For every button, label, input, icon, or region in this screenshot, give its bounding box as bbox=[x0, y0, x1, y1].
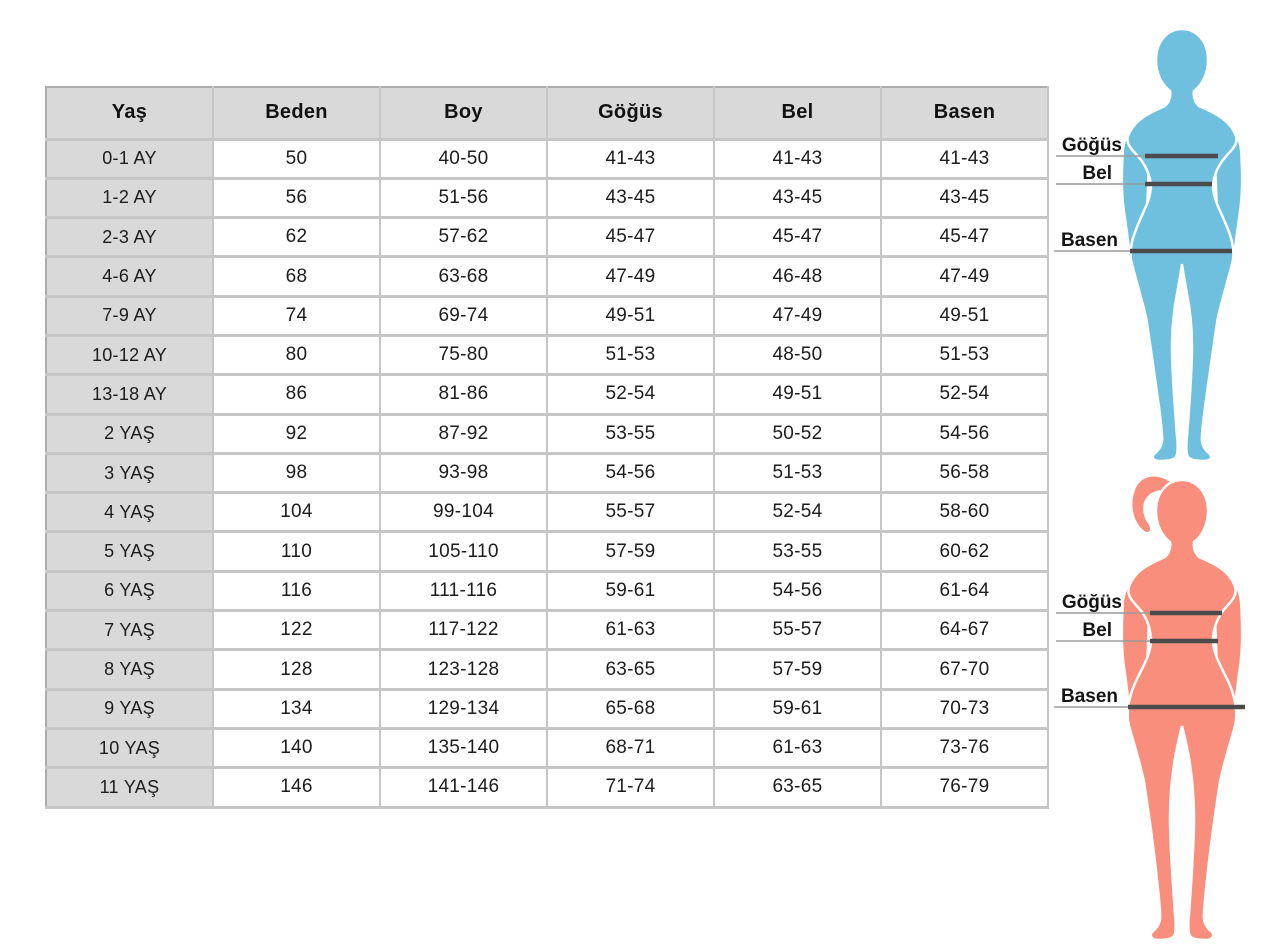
value-cell: 49-51 bbox=[547, 296, 714, 335]
value-cell: 61-63 bbox=[547, 611, 714, 650]
size-table bbox=[45, 86, 1049, 809]
value-cell: 54-56 bbox=[881, 414, 1048, 453]
value-cell: 59-61 bbox=[714, 689, 881, 728]
value-cell: 47-49 bbox=[714, 296, 881, 335]
value-cell: 61-64 bbox=[881, 571, 1048, 610]
age-cell: 13-18 AY bbox=[46, 375, 213, 414]
value-cell: 54-56 bbox=[714, 571, 881, 610]
body-silhouette bbox=[1128, 480, 1237, 940]
age-cell: 7 YAŞ bbox=[46, 611, 213, 650]
value-cell: 68-71 bbox=[547, 728, 714, 767]
chest-label: Göğüs bbox=[1061, 592, 1122, 613]
value-cell: 56 bbox=[213, 178, 380, 217]
age-cell: 4 YAŞ bbox=[46, 493, 213, 532]
table-row bbox=[46, 493, 1048, 532]
table-row bbox=[46, 414, 1048, 453]
age-cell: 0-1 AY bbox=[46, 139, 213, 178]
value-cell: 52-54 bbox=[547, 375, 714, 414]
value-cell: 86 bbox=[213, 375, 380, 414]
value-cell: 135-140 bbox=[380, 728, 547, 767]
value-cell: 40-50 bbox=[380, 139, 547, 178]
hips-label: Basen bbox=[1060, 230, 1118, 251]
value-cell: 81-86 bbox=[380, 375, 547, 414]
value-cell: 41-43 bbox=[547, 139, 714, 178]
table-header-row bbox=[46, 87, 1048, 139]
value-cell: 55-57 bbox=[714, 611, 881, 650]
value-cell: 51-56 bbox=[380, 178, 547, 217]
value-cell: 98 bbox=[213, 453, 380, 492]
value-cell: 75-80 bbox=[380, 335, 547, 374]
table-row bbox=[46, 611, 1048, 650]
table-row bbox=[46, 768, 1048, 807]
value-cell: 62 bbox=[213, 218, 380, 257]
value-cell: 45-47 bbox=[547, 218, 714, 257]
age-cell: 5 YAŞ bbox=[46, 532, 213, 571]
column-header: Bel bbox=[714, 87, 881, 139]
value-cell: 99-104 bbox=[380, 493, 547, 532]
value-cell: 51-53 bbox=[547, 335, 714, 374]
value-cell: 60-62 bbox=[881, 532, 1048, 571]
table-row bbox=[46, 257, 1048, 296]
value-cell: 63-68 bbox=[380, 257, 547, 296]
age-cell: 11 YAŞ bbox=[46, 768, 213, 807]
age-cell: 10 YAŞ bbox=[46, 728, 213, 767]
value-cell: 105-110 bbox=[380, 532, 547, 571]
value-cell: 61-63 bbox=[714, 728, 881, 767]
value-cell: 65-68 bbox=[547, 689, 714, 728]
column-header: Boy bbox=[380, 87, 547, 139]
value-cell: 80 bbox=[213, 335, 380, 374]
value-cell: 48-50 bbox=[714, 335, 881, 374]
value-cell: 110 bbox=[213, 532, 380, 571]
table-row bbox=[46, 335, 1048, 374]
size-chart-table-container bbox=[45, 86, 1049, 809]
value-cell: 49-51 bbox=[881, 296, 1048, 335]
chest-label: Göğüs bbox=[1061, 135, 1122, 156]
value-cell: 50-52 bbox=[714, 414, 881, 453]
value-cell: 47-49 bbox=[547, 257, 714, 296]
table-row bbox=[46, 178, 1048, 217]
value-cell: 63-65 bbox=[547, 650, 714, 689]
table-row bbox=[46, 650, 1048, 689]
value-cell: 74 bbox=[213, 296, 380, 335]
age-cell: 2-3 AY bbox=[46, 218, 213, 257]
value-cell: 116 bbox=[213, 571, 380, 610]
value-cell: 117-122 bbox=[380, 611, 547, 650]
table-row bbox=[46, 218, 1048, 257]
value-cell: 73-76 bbox=[881, 728, 1048, 767]
salmon-girl-silhouette bbox=[1050, 470, 1280, 948]
value-cell: 141-146 bbox=[380, 768, 547, 807]
waist-label: Bel bbox=[1082, 163, 1112, 184]
waist-label: Bel bbox=[1082, 620, 1112, 641]
table-row bbox=[46, 571, 1048, 610]
value-cell: 57-59 bbox=[714, 650, 881, 689]
table-row bbox=[46, 728, 1048, 767]
age-cell: 4-6 AY bbox=[46, 257, 213, 296]
value-cell: 129-134 bbox=[380, 689, 547, 728]
value-cell: 57-59 bbox=[547, 532, 714, 571]
value-cell: 71-74 bbox=[547, 768, 714, 807]
value-cell: 87-92 bbox=[380, 414, 547, 453]
age-cell: 8 YAŞ bbox=[46, 650, 213, 689]
value-cell: 111-116 bbox=[380, 571, 547, 610]
value-cell: 63-65 bbox=[714, 768, 881, 807]
value-cell: 123-128 bbox=[380, 650, 547, 689]
value-cell: 58-60 bbox=[881, 493, 1048, 532]
value-cell: 46-48 bbox=[714, 257, 881, 296]
table-row bbox=[46, 453, 1048, 492]
column-header: Beden bbox=[213, 87, 380, 139]
table-row bbox=[46, 689, 1048, 728]
value-cell: 50 bbox=[213, 139, 380, 178]
value-cell: 70-73 bbox=[881, 689, 1048, 728]
value-cell: 49-51 bbox=[714, 375, 881, 414]
value-cell: 51-53 bbox=[881, 335, 1048, 374]
value-cell: 64-67 bbox=[881, 611, 1048, 650]
age-cell: 3 YAŞ bbox=[46, 453, 213, 492]
age-cell: 7-9 AY bbox=[46, 296, 213, 335]
value-cell: 93-98 bbox=[380, 453, 547, 492]
value-cell: 140 bbox=[213, 728, 380, 767]
table-row bbox=[46, 139, 1048, 178]
value-cell: 43-45 bbox=[881, 178, 1048, 217]
value-cell: 56-58 bbox=[881, 453, 1048, 492]
hips-label: Basen bbox=[1060, 686, 1118, 707]
value-cell: 69-74 bbox=[380, 296, 547, 335]
value-cell: 57-62 bbox=[380, 218, 547, 257]
table-body bbox=[46, 139, 1048, 807]
value-cell: 41-43 bbox=[881, 139, 1048, 178]
body-silhouette bbox=[1127, 29, 1236, 461]
value-cell: 43-45 bbox=[547, 178, 714, 217]
value-cell: 41-43 bbox=[714, 139, 881, 178]
value-cell: 52-54 bbox=[714, 493, 881, 532]
value-cell: 146 bbox=[213, 768, 380, 807]
value-cell: 122 bbox=[213, 611, 380, 650]
age-cell: 9 YAŞ bbox=[46, 689, 213, 728]
value-cell: 55-57 bbox=[547, 493, 714, 532]
value-cell: 134 bbox=[213, 689, 380, 728]
age-cell: 10-12 AY bbox=[46, 335, 213, 374]
table-row bbox=[46, 375, 1048, 414]
value-cell: 53-55 bbox=[547, 414, 714, 453]
value-cell: 76-79 bbox=[881, 768, 1048, 807]
value-cell: 128 bbox=[213, 650, 380, 689]
column-header: Yaş bbox=[46, 87, 213, 139]
blue-child-silhouette bbox=[1050, 12, 1280, 472]
value-cell: 92 bbox=[213, 414, 380, 453]
age-cell: 2 YAŞ bbox=[46, 414, 213, 453]
value-cell: 104 bbox=[213, 493, 380, 532]
value-cell: 51-53 bbox=[714, 453, 881, 492]
age-cell: 1-2 AY bbox=[46, 178, 213, 217]
column-header: Göğüs bbox=[547, 87, 714, 139]
value-cell: 45-47 bbox=[714, 218, 881, 257]
age-cell: 6 YAŞ bbox=[46, 571, 213, 610]
value-cell: 47-49 bbox=[881, 257, 1048, 296]
value-cell: 59-61 bbox=[547, 571, 714, 610]
value-cell: 52-54 bbox=[881, 375, 1048, 414]
column-header: Basen bbox=[881, 87, 1048, 139]
value-cell: 43-45 bbox=[714, 178, 881, 217]
value-cell: 45-47 bbox=[881, 218, 1048, 257]
value-cell: 54-56 bbox=[547, 453, 714, 492]
table-row bbox=[46, 296, 1048, 335]
value-cell: 68 bbox=[213, 257, 380, 296]
value-cell: 53-55 bbox=[714, 532, 881, 571]
value-cell: 67-70 bbox=[881, 650, 1048, 689]
table-row bbox=[46, 532, 1048, 571]
